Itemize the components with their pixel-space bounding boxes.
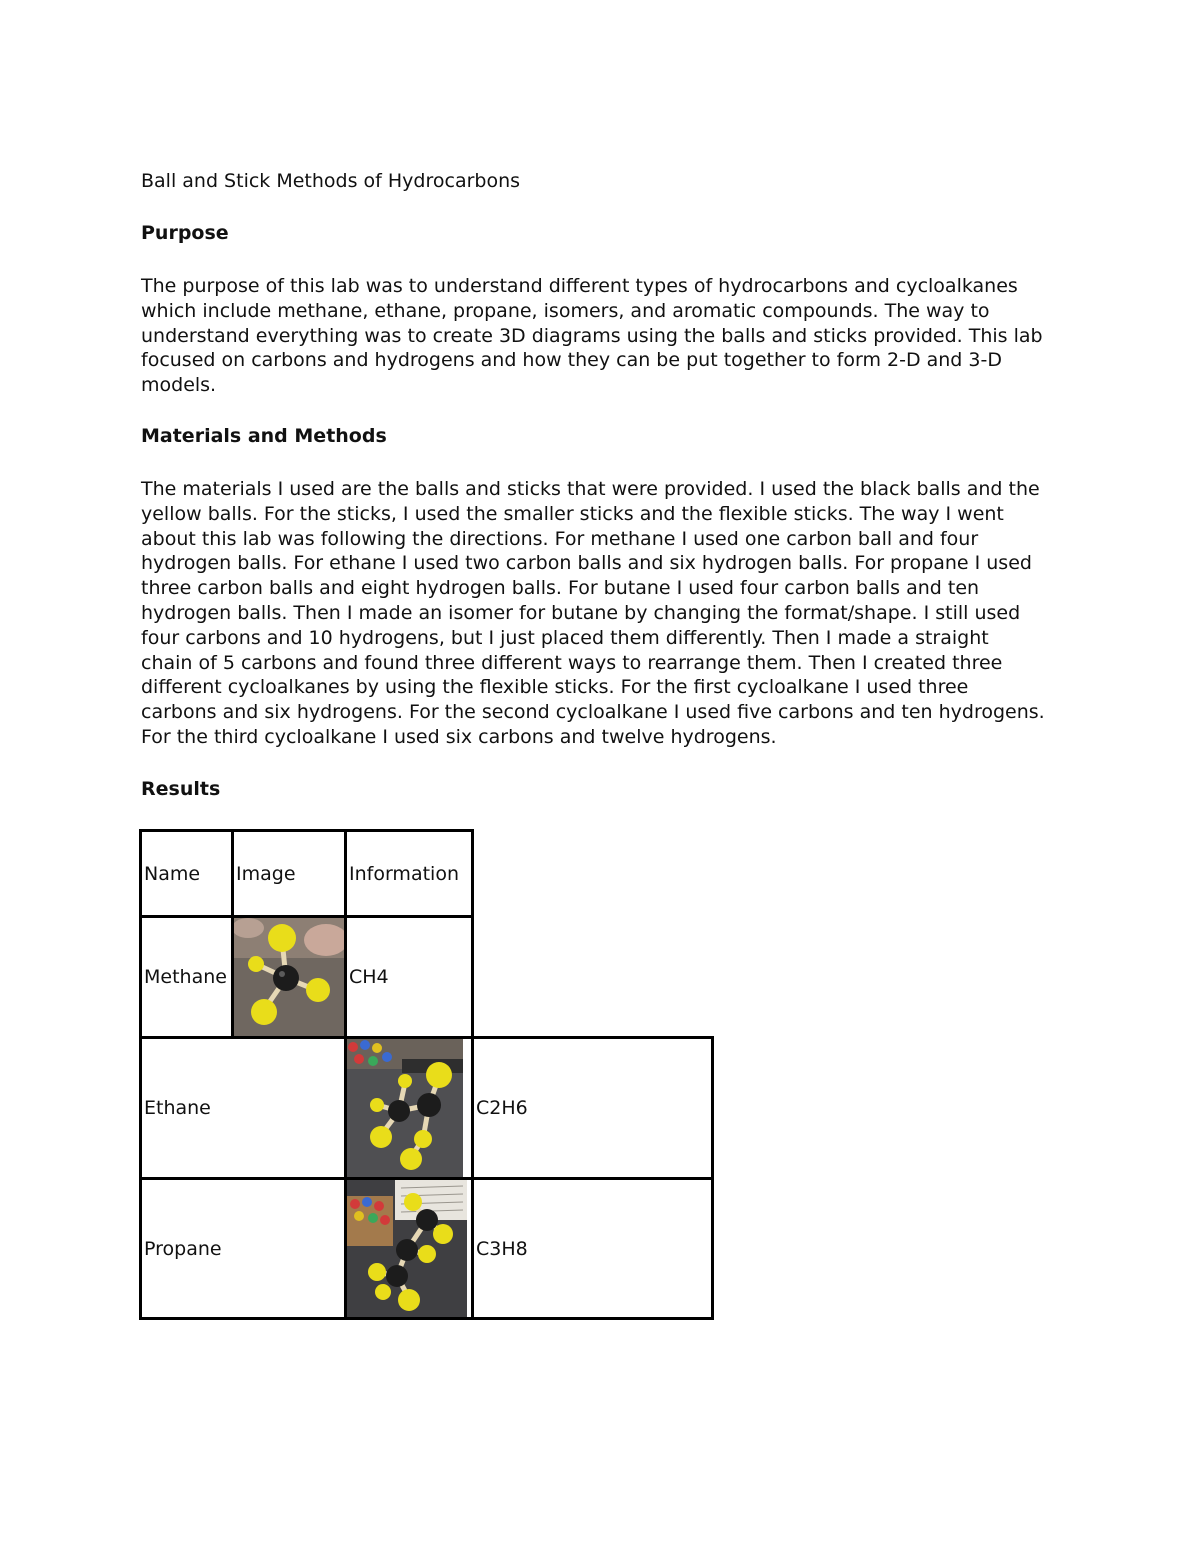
table-row-methane-info: CH4 — [344, 915, 474, 1039]
ethane-model-photo — [347, 1039, 463, 1177]
materials-paragraph: The materials I used are the balls and sticks that were provided. I used the black balls and the yellow balls. For the sticks, I used the smaller sticks and the flexible sticks. The way I went about this lab was following the directions. For methane I used one carbon ball and four hydrogen balls. For ethane I used two carbon balls and six hydrogen balls. For propane I used three carbon balls and eight hydrogen balls. For butane I used four carbon balls and ten hydrogen balls. Then I made an isomer for butane by changing the format/shape. I still used four carbons and 10 hydrogens, but I just placed them differently. Then I made a straight chain of 5 carbons and found three different ways to rearrange them. Then I created three different cycloalkanes by using the flexible sticks. For the first cycloalkane I used three carbons and six hydrogens. For the second cycloalkane I used five carbons and ten hydrogens. For the third cycloalkane I used six carbons and twelve hydrogens. — [141, 478, 1045, 748]
table-header-name: Name — [139, 829, 234, 918]
table-row-ethane-name: Ethane — [139, 1036, 347, 1180]
table-row-propane-info: C3H8 — [471, 1177, 714, 1320]
purpose-paragraph: The purpose of this lab was to understand different types of hydrocarbons and cycloalkanes which include methane, ethane, propane, isomers, and aromatic compounds. The way to understand everything was to create 3D diagrams using the balls and sticks provided. This lab focused on carbons and hydrogens and how they can be put together to form 2-D and 3-D models. — [141, 275, 1043, 397]
materials-heading: Materials and Methods — [141, 425, 387, 447]
purpose-heading: Purpose — [141, 222, 229, 244]
table-header-information: Information — [344, 829, 474, 918]
table-row-propane-name: Propane — [139, 1177, 347, 1320]
methane-model-photo — [234, 918, 344, 1036]
document-title: Ball and Stick Methods of Hydrocarbons — [141, 170, 521, 192]
results-heading: Results — [141, 778, 221, 800]
table-row-methane-name: Methane — [139, 915, 234, 1039]
table-row-ethane-info: C2H6 — [471, 1036, 714, 1180]
propane-model-photo — [347, 1180, 467, 1317]
table-header-image: Image — [231, 829, 347, 918]
